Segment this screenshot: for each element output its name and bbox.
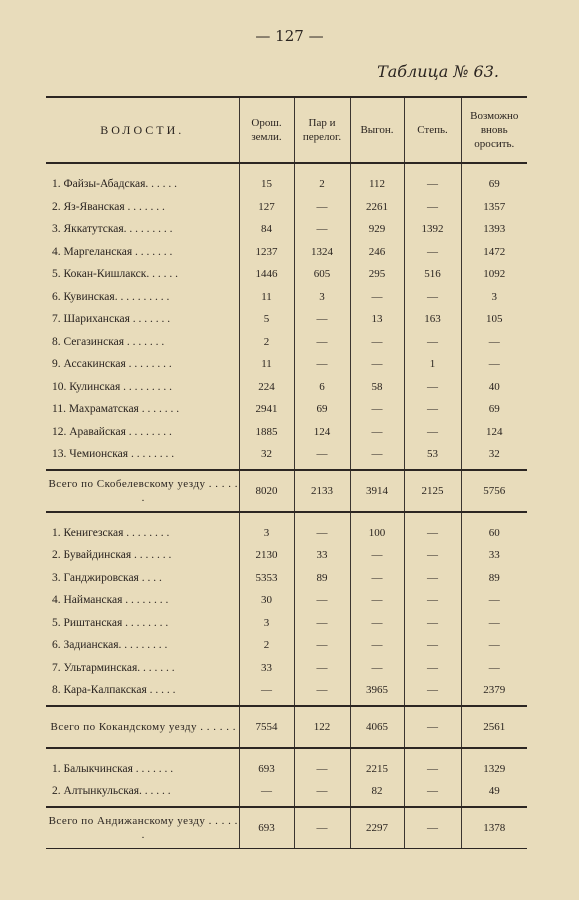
cell-steppe: — xyxy=(404,634,461,657)
volost-name: 4. Найманская . . . . . . . . xyxy=(52,594,169,607)
cell-fallow: — xyxy=(294,589,350,612)
cell-can-irrigate: 105 xyxy=(461,308,527,331)
cell-fallow: — xyxy=(294,308,350,331)
cell-irrigated: 11 xyxy=(239,286,294,309)
cell-steppe: — xyxy=(404,679,461,706)
cell-pasture: 246 xyxy=(350,241,404,264)
cell-irrigated: 32 xyxy=(239,443,294,470)
cell-irrigated: 11 xyxy=(239,353,294,376)
cell-steppe: — xyxy=(404,589,461,612)
table-row xyxy=(46,512,527,545)
volost-name: 9. Ассакинская . . . . . . . . xyxy=(52,358,172,371)
cell-irrigated: 5 xyxy=(239,308,294,331)
cell-pasture: 2215 xyxy=(350,748,404,781)
volost-name: 1. Кенигезская . . . . . . . . xyxy=(52,526,170,539)
total-row xyxy=(46,470,527,512)
cell-irrigated: 693 xyxy=(239,748,294,781)
volost-name: 4. Маргеланская . . . . . . . xyxy=(52,245,173,258)
total-irrigated: 693 xyxy=(239,807,294,849)
cell-pasture: — xyxy=(350,657,404,680)
cell-fallow: 1324 xyxy=(294,241,350,264)
cell-steppe: — xyxy=(404,421,461,444)
cell-fallow: — xyxy=(294,331,350,354)
cell-irrigated: 33 xyxy=(239,657,294,680)
cell-irrigated: 5353 xyxy=(239,567,294,590)
cell-steppe: 163 xyxy=(404,308,461,331)
cell-steppe: — xyxy=(404,657,461,680)
total-steppe: — xyxy=(404,807,461,849)
cell-irrigated: 127 xyxy=(239,196,294,219)
cell-pasture: 929 xyxy=(350,218,404,241)
cell-fallow: — xyxy=(294,679,350,706)
cell-pasture: — xyxy=(350,589,404,612)
cell-can-irrigate: 3 xyxy=(461,286,527,309)
volost-name: 2. Бувайдинская . . . . . . . xyxy=(52,549,172,562)
table-row xyxy=(46,634,527,657)
volost-name: 8. Кара-Калпакская . . . . . xyxy=(52,684,176,697)
cell-can-irrigate: 124 xyxy=(461,421,527,444)
cell-steppe: 516 xyxy=(404,263,461,286)
land-use-table xyxy=(46,96,527,849)
table-row xyxy=(46,748,527,781)
total-fallow: 122 xyxy=(294,706,350,748)
cell-fallow: 605 xyxy=(294,263,350,286)
cell-irrigated: — xyxy=(239,679,294,706)
cell-fallow: 69 xyxy=(294,398,350,421)
cell-irrigated: 84 xyxy=(239,218,294,241)
table-row xyxy=(46,308,527,331)
table-row xyxy=(46,443,527,470)
cell-can-irrigate: 32 xyxy=(461,443,527,470)
cell-irrigated: 15 xyxy=(239,163,294,196)
volost-name: 13. Чемионская . . . . . . . . xyxy=(52,448,175,461)
cell-steppe: — xyxy=(404,567,461,590)
total-steppe: — xyxy=(404,706,461,748)
table-title: Таблица № 63. xyxy=(377,62,499,81)
volost-name: 10. Кулинская . . . . . . . . . xyxy=(52,380,173,393)
cell-fallow: — xyxy=(294,748,350,781)
cell-irrigated: — xyxy=(239,780,294,807)
cell-fallow: 33 xyxy=(294,544,350,567)
table-row xyxy=(46,196,527,219)
cell-irrigated: 2 xyxy=(239,634,294,657)
cell-can-irrigate: — xyxy=(461,612,527,635)
cell-fallow: — xyxy=(294,512,350,545)
cell-can-irrigate: 49 xyxy=(461,780,527,807)
cell-irrigated: 2130 xyxy=(239,544,294,567)
table-row xyxy=(46,567,527,590)
table-row xyxy=(46,780,527,807)
header-fallow: Пар и перелог. xyxy=(294,97,350,163)
cell-fallow: — xyxy=(294,657,350,680)
total-pasture: 2297 xyxy=(350,807,404,849)
table-row xyxy=(46,241,527,264)
volost-name: 6. Кувинская. . . . . . . . . . xyxy=(52,290,170,303)
cell-irrigated: 3 xyxy=(239,512,294,545)
table-row xyxy=(46,218,527,241)
page-number: — 127 — xyxy=(255,27,324,45)
cell-pasture: — xyxy=(350,353,404,376)
volost-name: 3. Ганджировская . . . . xyxy=(52,571,162,584)
volost-name: 12. Аравайская . . . . . . . . xyxy=(52,425,172,438)
cell-pasture: 58 xyxy=(350,376,404,399)
cell-can-irrigate: 60 xyxy=(461,512,527,545)
header-steppe: Степь. xyxy=(404,97,461,163)
cell-steppe: 53 xyxy=(404,443,461,470)
cell-can-irrigate: 40 xyxy=(461,376,527,399)
table-row xyxy=(46,163,527,196)
header-irrigated: Орош. земли. xyxy=(239,97,294,163)
cell-fallow: — xyxy=(294,443,350,470)
table-row xyxy=(46,263,527,286)
cell-steppe: — xyxy=(404,241,461,264)
cell-irrigated: 30 xyxy=(239,589,294,612)
cell-pasture: 3965 xyxy=(350,679,404,706)
cell-steppe: — xyxy=(404,376,461,399)
total-label: Всего по Кокандскому уезду . . . . . . xyxy=(46,706,239,748)
table-row xyxy=(46,612,527,635)
table-row xyxy=(46,657,527,680)
cell-steppe: — xyxy=(404,163,461,196)
cell-pasture: — xyxy=(350,544,404,567)
total-fallow: — xyxy=(294,807,350,849)
header-can-irrigate: Возможно вновь оросить. xyxy=(461,97,527,163)
total-can-irrigate: 1378 xyxy=(461,807,527,849)
volost-name: 7. Шариханская . . . . . . . xyxy=(52,313,171,326)
cell-can-irrigate: 2379 xyxy=(461,679,527,706)
cell-can-irrigate: 1472 xyxy=(461,241,527,264)
total-pasture: 4065 xyxy=(350,706,404,748)
total-irrigated: 7554 xyxy=(239,706,294,748)
total-row xyxy=(46,706,527,748)
cell-can-irrigate: — xyxy=(461,634,527,657)
cell-pasture: 100 xyxy=(350,512,404,545)
cell-can-irrigate: 1357 xyxy=(461,196,527,219)
total-fallow: 2133 xyxy=(294,470,350,512)
cell-irrigated: 1237 xyxy=(239,241,294,264)
cell-fallow: — xyxy=(294,218,350,241)
cell-pasture: 295 xyxy=(350,263,404,286)
cell-steppe: — xyxy=(404,612,461,635)
table-row xyxy=(46,331,527,354)
cell-pasture: 2261 xyxy=(350,196,404,219)
cell-irrigated: 2941 xyxy=(239,398,294,421)
cell-fallow: — xyxy=(294,612,350,635)
total-can-irrigate: 2561 xyxy=(461,706,527,748)
header-pasture: Выгон. xyxy=(350,97,404,163)
cell-fallow: — xyxy=(294,634,350,657)
cell-pasture: — xyxy=(350,634,404,657)
cell-can-irrigate: 1092 xyxy=(461,263,527,286)
volost-name: 5. Кокан-Кишлакск. . . . . . xyxy=(52,268,178,281)
volost-name: 2. Яз-Яванская . . . . . . . xyxy=(52,200,165,213)
cell-steppe: — xyxy=(404,544,461,567)
cell-can-irrigate: — xyxy=(461,331,527,354)
cell-fallow: 2 xyxy=(294,163,350,196)
volost-name: 2. Алтынкульская. . . . . . xyxy=(52,785,171,798)
cell-irrigated: 224 xyxy=(239,376,294,399)
volost-name: 1. Балыкчинская . . . . . . . xyxy=(52,762,174,775)
table-row xyxy=(46,353,527,376)
cell-steppe: — xyxy=(404,748,461,781)
table-row xyxy=(46,421,527,444)
cell-fallow: 3 xyxy=(294,286,350,309)
cell-pasture: — xyxy=(350,421,404,444)
cell-steppe: — xyxy=(404,331,461,354)
volost-name: 7. Ультарминская. . . . . . . xyxy=(52,661,175,674)
cell-steppe: 1392 xyxy=(404,218,461,241)
cell-steppe: — xyxy=(404,512,461,545)
cell-can-irrigate: 33 xyxy=(461,544,527,567)
cell-fallow: 89 xyxy=(294,567,350,590)
cell-fallow: 6 xyxy=(294,376,350,399)
table-row xyxy=(46,679,527,706)
cell-steppe: 1 xyxy=(404,353,461,376)
cell-pasture: 112 xyxy=(350,163,404,196)
cell-can-irrigate: 69 xyxy=(461,398,527,421)
cell-can-irrigate: 89 xyxy=(461,567,527,590)
cell-fallow: — xyxy=(294,196,350,219)
volost-name: 1. Файзы-Абадская. . . . . . xyxy=(52,178,178,191)
cell-pasture: — xyxy=(350,567,404,590)
cell-steppe: — xyxy=(404,196,461,219)
cell-pasture: — xyxy=(350,331,404,354)
cell-can-irrigate: — xyxy=(461,589,527,612)
cell-steppe: — xyxy=(404,398,461,421)
table-row xyxy=(46,286,527,309)
cell-can-irrigate: 1393 xyxy=(461,218,527,241)
table-row xyxy=(46,398,527,421)
cell-steppe: — xyxy=(404,286,461,309)
volost-name: 8. Сегазинская . . . . . . . xyxy=(52,335,165,348)
total-steppe: 2125 xyxy=(404,470,461,512)
table-row xyxy=(46,544,527,567)
cell-irrigated: 2 xyxy=(239,331,294,354)
cell-pasture: — xyxy=(350,286,404,309)
header-volosti: ВОЛОСТИ. xyxy=(46,97,239,163)
total-row xyxy=(46,807,527,849)
cell-steppe: — xyxy=(404,780,461,807)
cell-fallow: 124 xyxy=(294,421,350,444)
total-irrigated: 8020 xyxy=(239,470,294,512)
cell-pasture: 82 xyxy=(350,780,404,807)
table-header-row xyxy=(46,97,527,163)
total-label: Всего по Скобелевскому уезду . . . . . . xyxy=(46,470,239,512)
cell-irrigated: 1885 xyxy=(239,421,294,444)
total-label: Всего по Андижанскому уезду . . . . . . xyxy=(46,807,239,849)
cell-can-irrigate: 69 xyxy=(461,163,527,196)
table-body xyxy=(46,163,527,848)
total-pasture: 3914 xyxy=(350,470,404,512)
volost-name: 3. Яккатутская. . . . . . . . . xyxy=(52,223,173,236)
cell-pasture: — xyxy=(350,443,404,470)
table-row xyxy=(46,589,527,612)
cell-can-irrigate: — xyxy=(461,657,527,680)
cell-fallow: — xyxy=(294,780,350,807)
volost-name: 11. Махраматская . . . . . . . xyxy=(52,403,180,416)
cell-can-irrigate: 1329 xyxy=(461,748,527,781)
cell-fallow: — xyxy=(294,353,350,376)
cell-can-irrigate: — xyxy=(461,353,527,376)
cell-irrigated: 1446 xyxy=(239,263,294,286)
volost-name: 5. Риштанская . . . . . . . . xyxy=(52,616,169,629)
cell-pasture: 13 xyxy=(350,308,404,331)
cell-pasture: — xyxy=(350,612,404,635)
cell-pasture: — xyxy=(350,398,404,421)
volost-name: 6. Задианская. . . . . . . . . xyxy=(52,639,168,652)
table-row xyxy=(46,376,527,399)
cell-irrigated: 3 xyxy=(239,612,294,635)
total-can-irrigate: 5756 xyxy=(461,470,527,512)
